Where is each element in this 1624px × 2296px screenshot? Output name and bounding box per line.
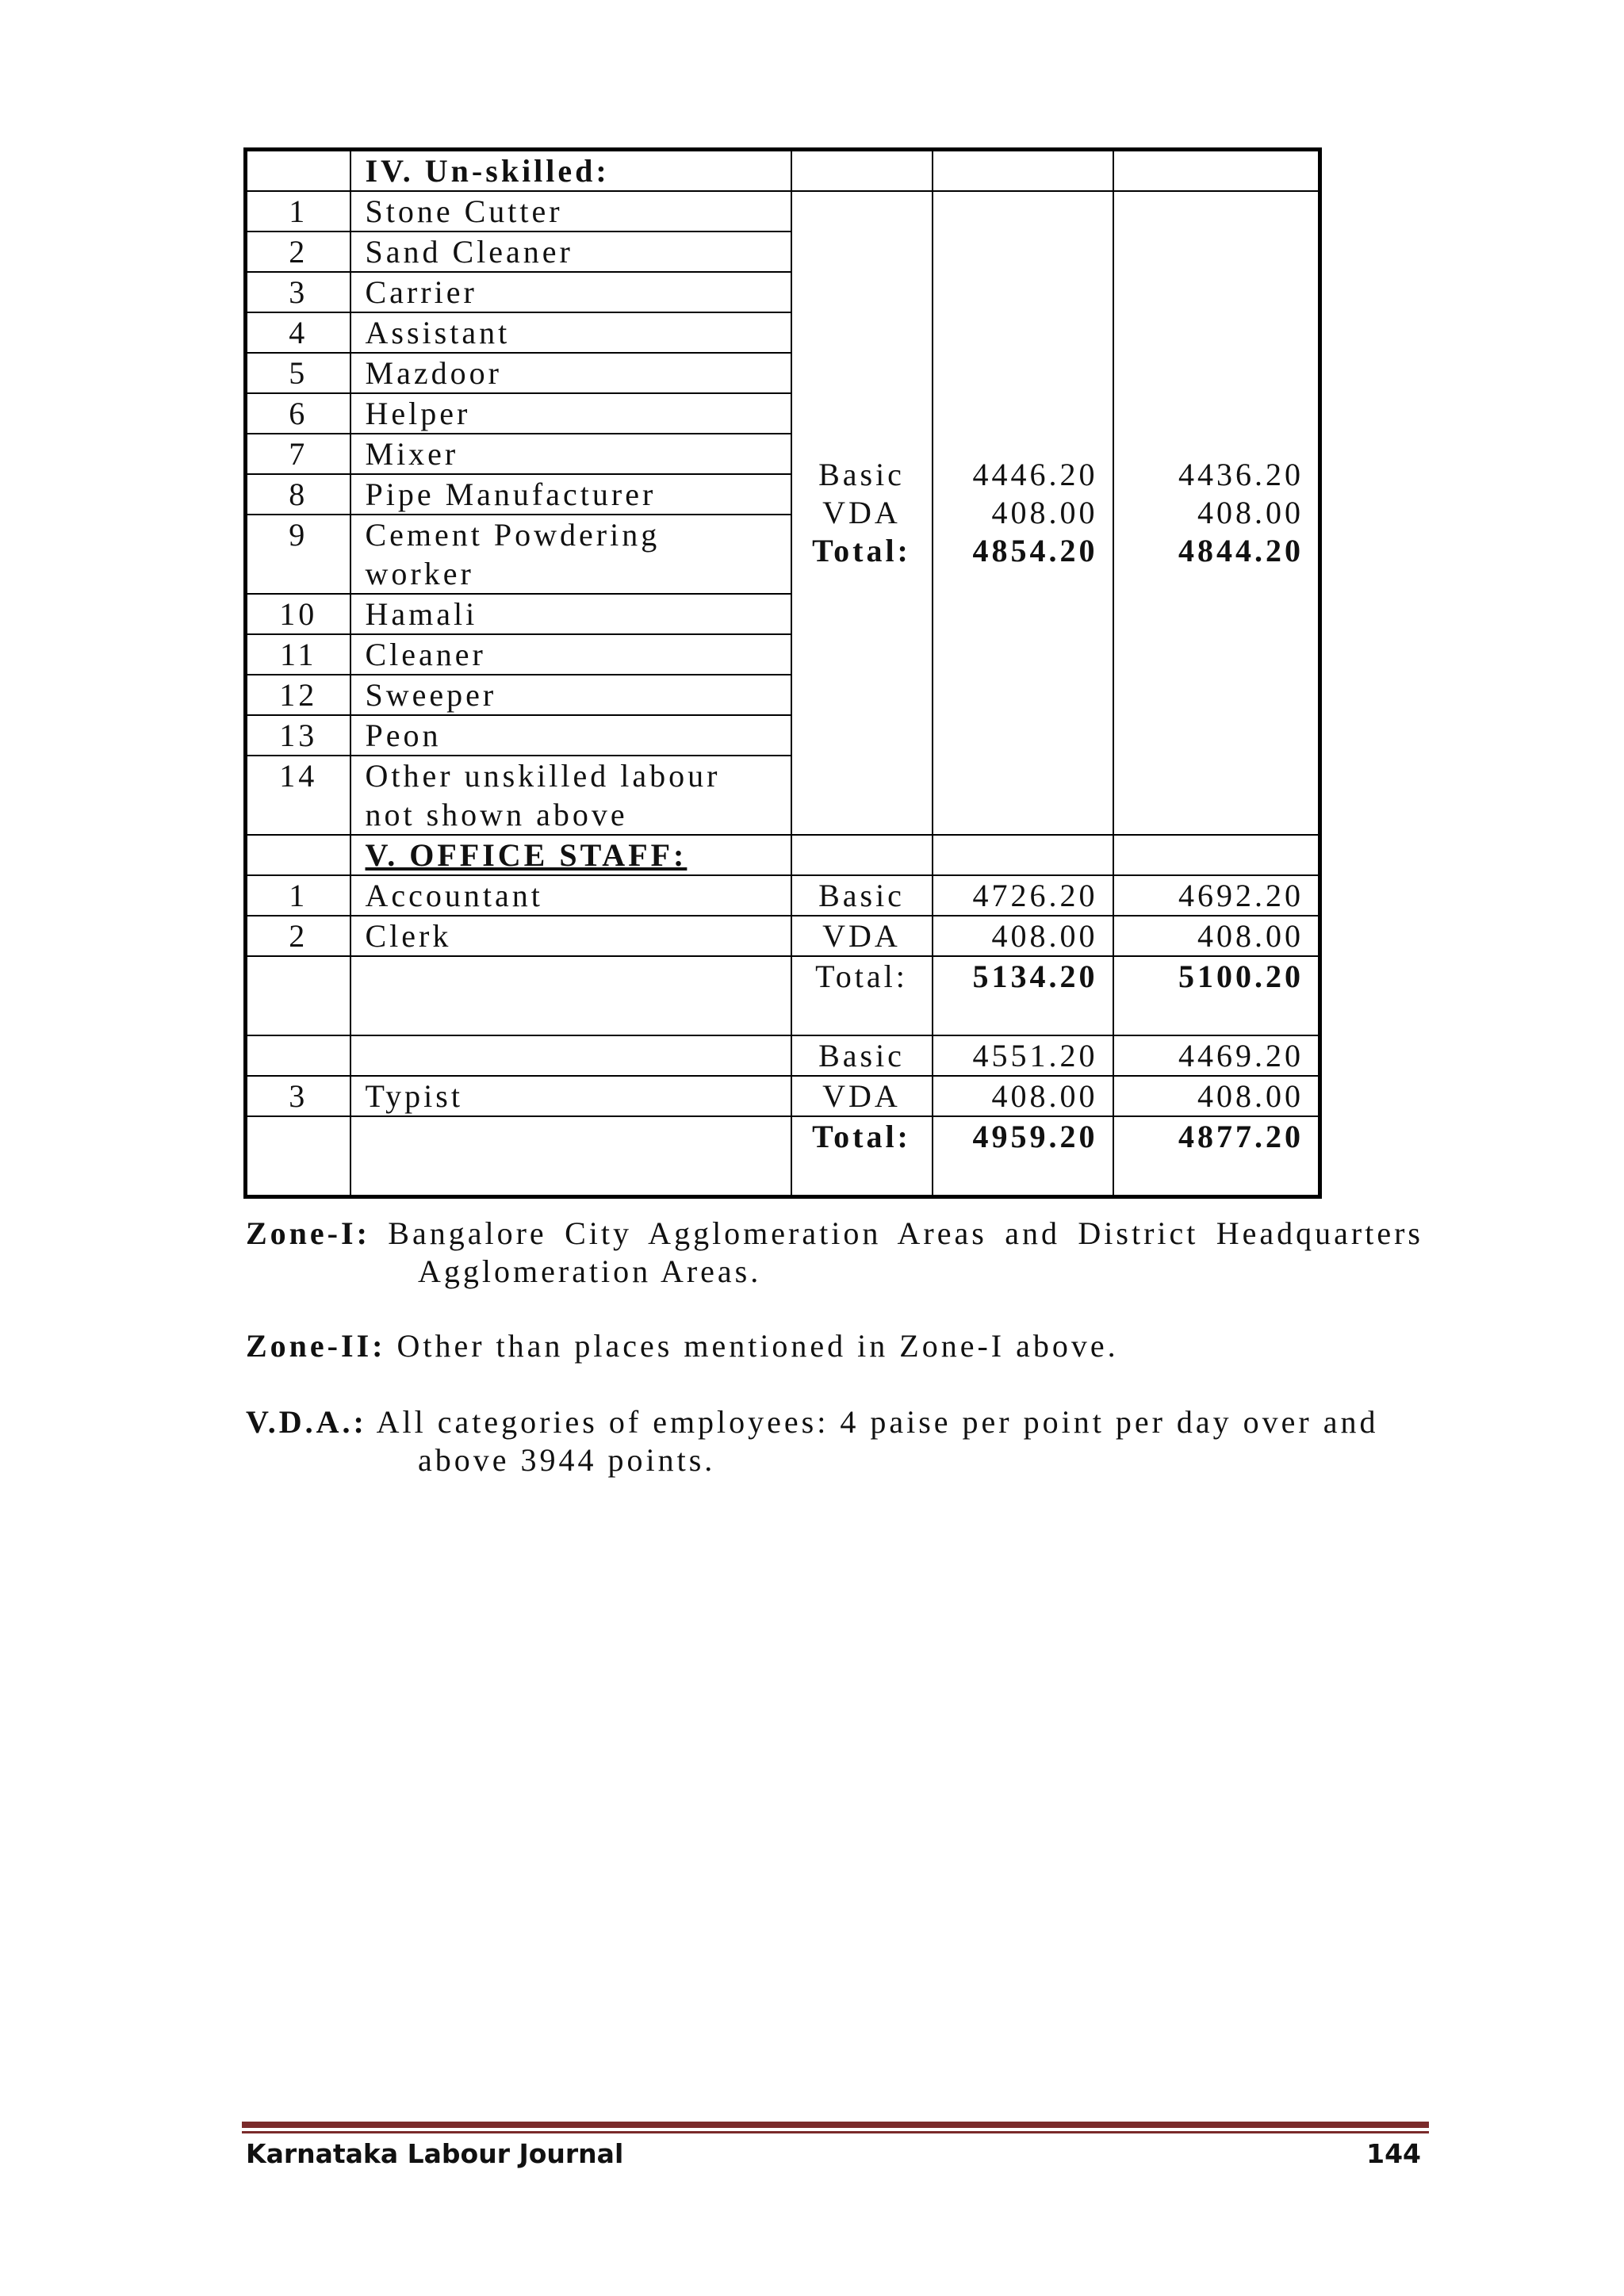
total-value: 4844.20: [1178, 533, 1304, 568]
table-row: [246, 875, 1320, 916]
label-basic: Basic: [818, 457, 905, 492]
basic-value: 4726.20: [933, 875, 1113, 916]
item-name: Cement Powdering worker: [350, 515, 791, 594]
table-cell: [791, 835, 933, 875]
basic-value: 4551.20: [933, 1035, 1113, 1076]
label-vda: VDA: [791, 916, 933, 956]
table-cell: [1113, 150, 1320, 192]
label-total: Total:: [812, 533, 911, 568]
unskilled-zone1-values: [933, 191, 1113, 835]
item-number: 14: [246, 756, 350, 835]
item-number: 12: [246, 675, 350, 715]
note-zone-1: [246, 1215, 1423, 1291]
note-vda: [246, 1403, 1423, 1479]
label-vda: VDA: [791, 1076, 933, 1116]
vda-value: 408.00: [933, 1076, 1113, 1116]
table-cell: [246, 835, 350, 875]
item-name: Clerk: [350, 916, 791, 956]
page-number: 144: [1366, 2138, 1421, 2169]
basic-value: 4469.20: [1113, 1035, 1320, 1076]
unskilled-labels: [791, 191, 933, 835]
item-name: Mixer: [350, 434, 791, 474]
note-key: Zone-II:: [246, 1328, 386, 1364]
basic-value: 4436.20: [1178, 457, 1304, 492]
total-value: 5100.20: [1113, 956, 1320, 1035]
item-name: Accountant: [350, 875, 791, 916]
table-row: [246, 1116, 1320, 1197]
table-cell: [350, 956, 791, 1035]
item-name: Hamali: [350, 594, 791, 634]
unskilled-zone2-values: [1113, 191, 1320, 835]
item-name: Sweeper: [350, 675, 791, 715]
table-row: [246, 191, 1320, 232]
item-name: Peon: [350, 715, 791, 756]
basic-value: 4692.20: [1113, 875, 1320, 916]
note-text-continued: Agglomeration Areas.: [418, 1253, 762, 1289]
note-line: [246, 1215, 1423, 1253]
item-number: 2: [246, 916, 350, 956]
label-vda: VDA: [822, 495, 901, 530]
vda-value: 408.00: [991, 495, 1098, 530]
table-cell: [246, 150, 350, 192]
item-number: 3: [246, 272, 350, 312]
note-text-continued: above 3944 points.: [418, 1442, 716, 1478]
item-number: 3: [246, 1076, 350, 1116]
label-total: Total:: [791, 956, 933, 1035]
vda-value: 408.00: [933, 916, 1113, 956]
note-line: [246, 1403, 1423, 1441]
total-value: 5134.20: [933, 956, 1113, 1035]
note-text: Other than places mentioned in Zone-I above.: [396, 1328, 1119, 1364]
total-value: 4959.20: [933, 1116, 1113, 1197]
note-text: All categories of employees: 4 paise per point per day over and: [376, 1404, 1379, 1440]
item-name: Pipe Manufacturer: [350, 474, 791, 515]
basic-value: 4446.20: [972, 457, 1098, 492]
item-number: 2: [246, 232, 350, 272]
footer-rule: [242, 2131, 1429, 2133]
section-heading-office-staff: V. OFFICE STAFF:: [350, 835, 791, 875]
table-cell: [246, 1116, 350, 1197]
note-text: Bangalore City Agglomeration Areas and District Headquarters: [388, 1215, 1423, 1251]
item-number: 1: [246, 875, 350, 916]
wage-table: [243, 147, 1322, 1199]
item-number: 8: [246, 474, 350, 515]
table-row: [246, 835, 1320, 875]
section-heading-unskilled: IV. Un-skilled:: [350, 150, 791, 192]
label-basic: Basic: [791, 875, 933, 916]
item-number: 11: [246, 634, 350, 675]
item-name: Assistant: [350, 312, 791, 353]
item-name: Mazdoor: [350, 353, 791, 393]
item-name: Other unskilled labour not shown above: [350, 756, 791, 835]
item-number: 6: [246, 393, 350, 434]
item-number: 5: [246, 353, 350, 393]
table-row: [246, 916, 1320, 956]
item-number: 13: [246, 715, 350, 756]
table-cell: [933, 150, 1113, 192]
vda-value: 408.00: [1197, 495, 1304, 530]
table-cell: [246, 956, 350, 1035]
table-row: [246, 1076, 1320, 1116]
note-zone-2: [246, 1327, 1423, 1365]
item-number: 10: [246, 594, 350, 634]
footer-rule: [242, 2122, 1429, 2128]
item-number: 4: [246, 312, 350, 353]
item-name: Cleaner: [350, 634, 791, 675]
item-name: Carrier: [350, 272, 791, 312]
total-value: 4877.20: [1113, 1116, 1320, 1197]
item-number: 7: [246, 434, 350, 474]
vda-value: 408.00: [1113, 916, 1320, 956]
table-cell: [1113, 835, 1320, 875]
total-value: 4854.20: [972, 533, 1098, 568]
table-cell: [933, 835, 1113, 875]
note-key: Zone-I:: [246, 1215, 370, 1251]
table-cell: [350, 1035, 791, 1076]
item-name: Helper: [350, 393, 791, 434]
table-cell: [791, 150, 933, 192]
item-name: Typist: [350, 1076, 791, 1116]
vda-value: 408.00: [1113, 1076, 1320, 1116]
item-number: 9: [246, 515, 350, 594]
item-number: 1: [246, 191, 350, 232]
item-name: Stone Cutter: [350, 191, 791, 232]
table-row: [246, 956, 1320, 1035]
note-key: V.D.A.:: [246, 1404, 367, 1440]
label-basic: Basic: [791, 1035, 933, 1076]
table-row: [246, 150, 1320, 192]
table-cell: [350, 1116, 791, 1197]
label-total: Total:: [791, 1116, 933, 1197]
journal-name: Karnataka Labour Journal: [246, 2138, 624, 2169]
table-row: [246, 1035, 1320, 1076]
item-name: Sand Cleaner: [350, 232, 791, 272]
table-cell: [246, 1035, 350, 1076]
